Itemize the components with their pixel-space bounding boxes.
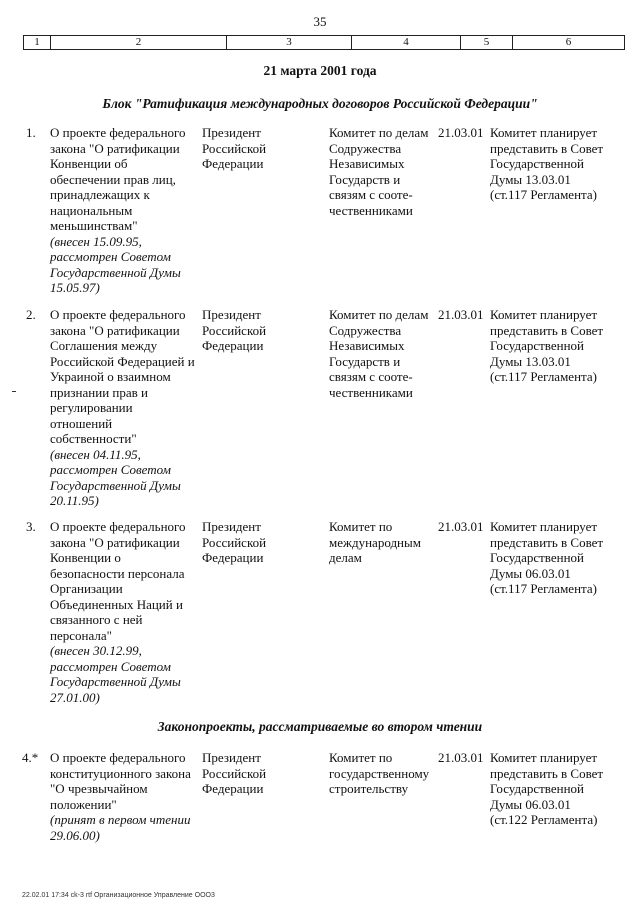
title-line: закона "О ратификации — [50, 534, 180, 550]
bill-author — [202, 307, 324, 354]
remark-line: (ст.122 Регламента) — [490, 812, 598, 827]
remark-line: Комитет планирует — [490, 307, 598, 322]
title-line: Объединенных Наций и — [50, 596, 183, 612]
title-line: персонала" — [50, 627, 112, 643]
submission-note: (внесен 04.11.95, — [50, 446, 141, 462]
submission-note: 20.11.95) — [50, 493, 99, 508]
committee-line: международным — [329, 534, 421, 550]
bill-title — [50, 750, 198, 843]
author-line: Президент — [202, 125, 261, 140]
submission-note: рассмотрен Советом — [50, 462, 171, 477]
title-line: О проекте федерального — [50, 750, 186, 765]
remark-line: Думы 13.03.01 — [490, 171, 571, 187]
committee-remark — [490, 519, 618, 597]
section-heading-ratification: Блок "Ратификация международных договоров Российской Федерации" — [102, 96, 538, 111]
author-line: Российской — [202, 534, 267, 550]
bill-author — [202, 519, 324, 566]
committee-line: делам — [329, 550, 362, 565]
title-line: О проекте федерального — [50, 307, 186, 322]
committee-line: строительству — [329, 781, 409, 796]
submission-note: Государственной Думы — [50, 674, 181, 689]
bill-number: 4.* — [22, 750, 39, 765]
remark-line: Думы 13.03.01 — [490, 353, 571, 369]
remark-line: представить в Совет — [490, 322, 604, 338]
committee-remark — [490, 307, 618, 385]
bill-title — [50, 307, 198, 509]
remark-line: Государственной — [490, 550, 585, 565]
responsible-committee — [329, 125, 437, 218]
submission-note: 15.05.97) — [50, 280, 100, 295]
title-line: О проекте федерального — [50, 125, 186, 140]
responsible-committee — [329, 307, 437, 400]
margin-mark — [12, 391, 16, 392]
title-line: Российской Федерацией и — [50, 353, 195, 369]
bill-number: 3. — [26, 519, 36, 534]
title-line: национальным — [50, 202, 133, 218]
committee-line: связям с сооте- — [329, 187, 413, 202]
bill-author — [202, 750, 324, 797]
header-col-5: 5 — [461, 36, 513, 50]
committee-line: Государств и — [329, 171, 401, 187]
title-line: Соглашения между — [50, 338, 158, 353]
header-col-4: 4 — [352, 36, 461, 50]
title-line: конституционного закона — [50, 765, 191, 781]
responsible-committee — [329, 750, 437, 797]
submission-note: рассмотрен Советом — [50, 249, 171, 264]
committee-line: связям с сооте- — [329, 369, 413, 384]
header-col-2: 2 — [51, 36, 227, 50]
title-line: Украиной о взаимном — [50, 369, 171, 384]
remark-line: представить в Совет — [490, 534, 604, 550]
committee-line: Независимых — [329, 338, 405, 353]
title-line: О проекте федерального — [50, 519, 186, 534]
bill-title — [50, 519, 198, 705]
author-line: Российской — [202, 765, 267, 781]
title-line: собственности" — [50, 431, 137, 446]
title-line: регулировании — [50, 400, 133, 415]
review-date: 21.03.01 — [438, 519, 484, 534]
title-line: признании прав и — [50, 384, 148, 400]
submission-note: 27.01.00) — [50, 689, 100, 705]
committee-line: Государств и — [329, 353, 401, 369]
author-line: Российской — [202, 140, 267, 156]
author-line: Федерации — [202, 781, 264, 796]
committee-line: Комитет по делам — [329, 307, 429, 322]
author-line: Президент — [202, 307, 261, 322]
submission-note: 29.06.00) — [50, 827, 100, 843]
title-line: связанного с ней — [50, 612, 143, 627]
header-col-6: 6 — [513, 36, 625, 50]
committee-remark — [490, 750, 618, 828]
title-line: "О чрезвычайном — [50, 781, 148, 796]
remark-line: Комитет планирует — [490, 519, 598, 534]
bill-title — [50, 125, 198, 296]
title-line: положении" — [50, 796, 117, 812]
remark-line: Государственной — [490, 156, 585, 171]
remark-line: Комитет планирует — [490, 750, 598, 765]
author-line: Федерации — [202, 550, 264, 565]
header-col-3: 3 — [227, 36, 352, 50]
bill-number: 1. — [26, 125, 36, 140]
title-line: закона "О ратификации — [50, 140, 180, 156]
header-col-1: 1 — [24, 36, 51, 50]
author-line: Президент — [202, 750, 261, 765]
author-line: Президент — [202, 519, 261, 534]
remark-line: Государственной — [490, 781, 585, 796]
document-footer: 22.02.01 17:34 ck-3 rtf Организационное Управление ООО3 — [22, 892, 215, 899]
committee-line: чественниками — [329, 384, 413, 400]
remark-line: Комитет планирует — [490, 125, 598, 140]
committee-line: государственному — [329, 765, 430, 781]
title-line: обеспечении прав лиц, — [50, 171, 176, 187]
committee-line: Независимых — [329, 156, 405, 171]
remark-line: Думы 06.03.01 — [490, 565, 571, 581]
remark-line: представить в Совет — [490, 140, 604, 156]
committee-line: Содружества — [329, 322, 402, 338]
date-heading: 21 марта 2001 года — [263, 63, 377, 78]
remark-line: (ст.117 Регламента) — [490, 581, 597, 596]
remark-line: (ст.117 Регламента) — [490, 187, 597, 202]
review-date: 21.03.01 — [438, 307, 484, 322]
submission-note: Государственной Думы — [50, 264, 181, 280]
title-line: закона "О ратификации — [50, 322, 180, 338]
title-line: Конвенции об — [50, 156, 128, 171]
remark-line: представить в Совет — [490, 765, 604, 781]
review-date: 21.03.01 — [438, 125, 484, 140]
committee-line: чественниками — [329, 202, 413, 218]
committee-remark — [490, 125, 618, 203]
title-line: принадлежащих к — [50, 187, 150, 202]
title-line: Конвенции о — [50, 550, 121, 565]
bill-author — [202, 125, 324, 172]
submission-note: Государственной Думы — [50, 477, 181, 493]
submission-note: (внесен 30.12.99, — [50, 643, 142, 658]
remark-line: Думы 06.03.01 — [490, 796, 571, 812]
committee-line: Содружества — [329, 140, 402, 156]
author-line: Федерации — [202, 338, 264, 353]
responsible-committee — [329, 519, 437, 566]
remark-line: (ст.117 Регламента) — [490, 369, 597, 384]
bill-number: 2. — [26, 307, 36, 322]
submission-note: (внесен 15.09.95, — [50, 233, 142, 249]
author-line: Федерации — [202, 156, 264, 171]
title-line: отношений — [50, 415, 113, 431]
title-line: Организации — [50, 581, 123, 596]
author-line: Российской — [202, 322, 267, 338]
review-date: 21.03.01 — [438, 750, 484, 765]
committee-line: Комитет по — [329, 519, 393, 534]
page-number: 35 — [313, 14, 327, 29]
section-heading-second-reading: Законопроекты, рассматриваемые во втором чтении — [157, 719, 483, 734]
title-line: меньшинствам" — [50, 218, 138, 233]
remark-line: Государственной — [490, 338, 585, 353]
committee-line: Комитет по — [329, 750, 393, 765]
title-line: безопасности персонала — [50, 565, 185, 581]
submission-note: рассмотрен Советом — [50, 658, 171, 674]
submission-note: (принят в первом чтении — [50, 812, 191, 827]
column-number-header — [23, 35, 625, 50]
committee-line: Комитет по делам — [329, 125, 429, 140]
